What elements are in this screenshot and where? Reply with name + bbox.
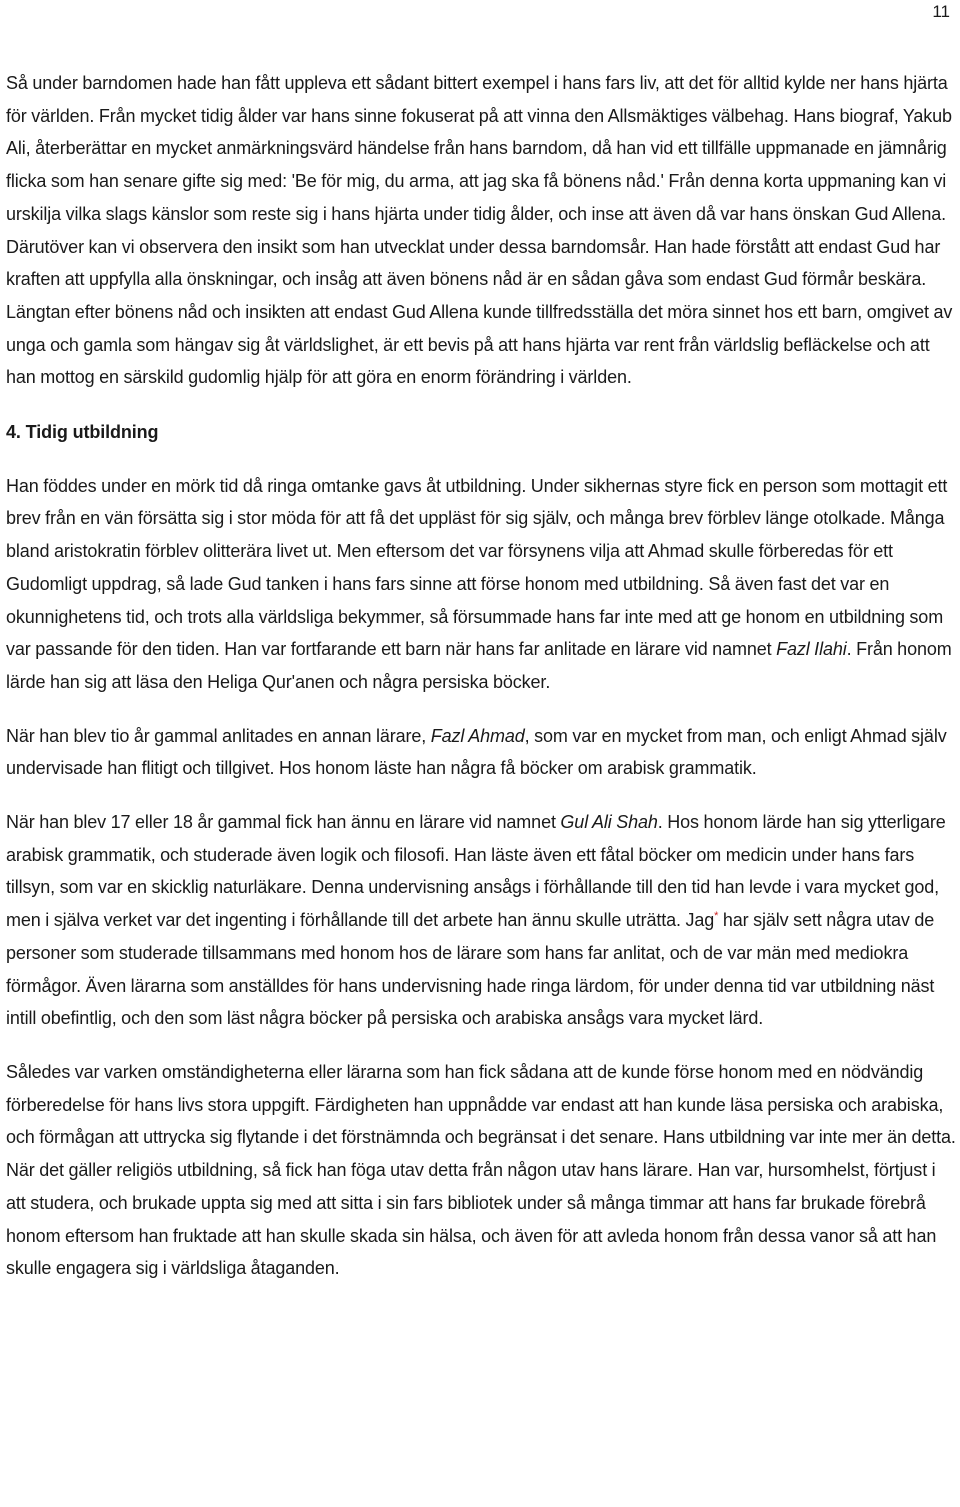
text-span: När han blev tio år gammal anlitades en annan lärare, [6, 725, 431, 746]
footnote-marker[interactable]: * [714, 910, 719, 923]
page-number: 11 [932, 2, 950, 21]
section-heading: 4. Tidig utbildning [6, 422, 159, 443]
text-span: , som var en mycket from man, och enligt Ahmad själv undervisade han flitigt och tillgivet. Hos honom läste han några få böcker om arabisk grammatik. [6, 725, 947, 779]
paragraph-conclusion: Således var varken omständigheterna eller lärarna som han fick sådana att de kunde förse honom med en nödvändig förberedelse för hans livs stora uppgift. Färdigheten han uppnådde var endast att han kunde läsa persiska och arabiska, och förmågan att uttrycka sig flytande i det förstnämnda och begränsat i det senare. Hans utbildning var inte mer än detta. När det gäller religiös utbildning, så fick han föga utav detta från någon utav hans lärare. Han var, hursomhelst, förtjust i att studera, och brukade uppta sig med att sitta i sin fars bibliotek under så många timmar att hans far brukade förebrå honom eftersom han fruktade att han skulle skada sin hälsa, och även för att avleda honom från dessa vanor så att han skulle engagera sig i världsliga åtaganden. [6, 1061, 956, 1279]
text-span: Han föddes under en mörk tid då ringa omtanke gavs åt utbildning. Under sikhernas styre fick en person som mottagit ett brev från en vän försätta sig i stor möda för att få det uppläst för sig själv, och många brev förblev länge otolkade. Många bland aristokratin förblev olitterära livet ut. Men eftersom det var försynens vilja att Ahmad skulle förberedas för ett Gudomligt uppdrag, så lade Gud tanken i hans fars sinne att förse honom med utbildning. Så även fast det var en okunnighetens tid, och trots alla världsliga bekymmer, så försummade hans far inte med att ge honom en utbildning som var passande för den tiden. Han var fortfarande ett barn när hans far anlitade en lärare vid namnet [6, 475, 948, 660]
paragraph-second-teacher [6, 720, 956, 785]
text-span: . Från honom lärde han sig att läsa den Heliga Qur'anen och några persiska böcker. [6, 639, 952, 692]
paragraph-third-teacher [6, 806, 956, 1035]
paragraph-early-education [6, 470, 956, 699]
text-span: . Hos honom lärde han sig ytterligare arabisk grammatik, och studerade även logik och filosofi. Han läste även ett fåtal böcker om medicin under hans fars tillsyn, som var en skicklig naturläkare. Denna undervisning ansågs i förhållande till den tid han levde i vara mycket god, men i själva verket var det ingenting i förhållande till det arbete han ännu skulle uträtta. Jag [6, 812, 946, 931]
paragraph-childhood: Så under barndomen hade han fått uppleva ett sådant bittert exempel i hans fars liv, att det för alltid kylde ner hans hjärta för världen. Från mycket tidig ålder var hans sinne fokuserat på att vinna den Allsmäktiges välbehag. Hans biograf, Yakub Ali, återberättar en mycket anmärkningsvärd händelse från hans barndom, då han vid ett tillfälle uppmanade en jämnårig flicka som han senare gifte sig med: 'Be för mig, du arma, att jag ska få bönens nåd.' Från denna korta uppmaning kan vi urskilja vilka slags känslor som reste sig i hans hjärta under tidig ålder, och inse att även då var hans önskan Gud Allena. Därutöver kan vi observera den insikt som han utvecklat under dessa barndomsår. Han hade förstått att endast Gud har kraften att uppfylla alla önskningar, och insåg att även bönens nåd är en sådan gåva som endast Gud förmår beskära. Längtan efter bönens nåd och insikten att endast Gud Allena kunde tillfredsställa det möra sinnet hos ett barn, omgivet av unga och gamla som hängav sig åt världslighet, är ett bevis på att hans hjärta var rent från världslig befläckelse och att han mottog en särskild gudomlig hjälp för att göra en enorm förändring i världen. [6, 73, 953, 388]
teacher-name: Fazl Ahmad [430, 725, 525, 746]
text-span: har själv sett några utav de personer som studerade tillsammans med honom hos de lärare som hans far anlitat, och de var män med mediokra förmågor. Även lärarna som anställdes för hans undervisning hade ringa lärdom, för under denna tid var utbildning näst intill obefintlig, och den som läst några böcker på persiska och arabiska ansågs vara mycket lärd. [6, 910, 935, 1029]
teacher-name: Fazl Ilahi [776, 639, 847, 660]
text-span: När han blev 17 eller 18 år gammal fick han ännu en lärare vid namnet [6, 812, 561, 833]
teacher-name: Gul Ali Shah [560, 812, 658, 833]
document-body [6, 67, 956, 1285]
